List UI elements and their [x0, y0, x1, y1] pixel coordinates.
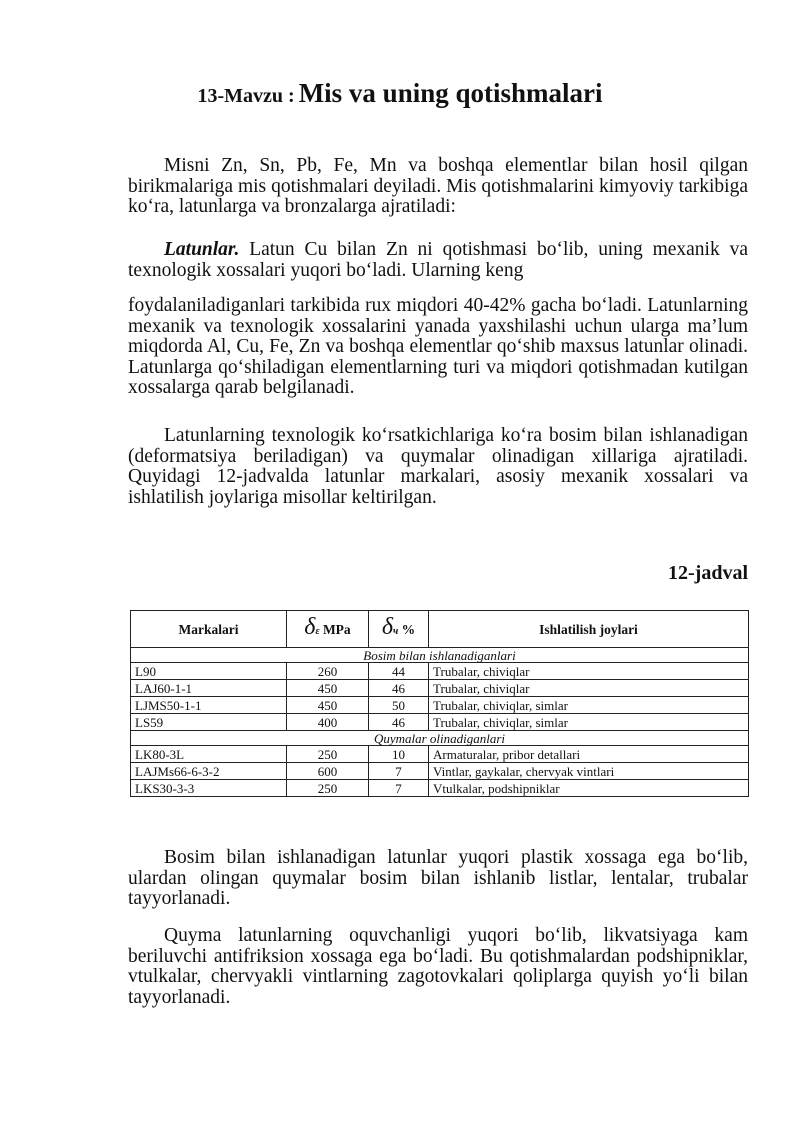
term-latunlar: Latunlar.: [164, 239, 240, 260]
section-row: Bosim bilan ishlanadiganlari: [131, 648, 749, 663]
section-row: Quymalar olinadiganlari: [131, 731, 749, 746]
brass-grades-table: [130, 610, 749, 797]
header-marks: Markalari: [131, 611, 287, 648]
header-elongation: δч %: [369, 611, 429, 648]
topic-number: 13-Mavzu :: [197, 85, 295, 107]
paragraph-pressure-brass: Bosim bilan ishlanadigan latunlar yuqori plastik xossaga ega bo‘lib, ulardan olingan quymalar bosim bilan ishlanib listlar, lentalar, trubalar tayyorlanadi.: [128, 847, 748, 909]
table-header-row: [131, 611, 749, 648]
topic-title: Mis va uning qotishmalari: [298, 78, 603, 108]
paragraph-latunlar-cont: foydalaniladiganlari tarkibida rux miqdori 40-42% gacha bo‘ladi. Latunlarning mexanik va texnologik xossalarini yanada yaxshilashi uchun ularga ma’lum miqdorda Al, Cu, Fe, Zn va boshqa elementlar qo‘shib maxsus latunlar olinadi. Latunlarga qo‘shiladigan elementlarning turi va miqdori qotishmadan kutilgan xossalarga qarab belgilanadi.: [128, 295, 748, 398]
table-caption: 12-jadval: [668, 562, 748, 584]
paragraph-latunlar: Latunlar. Latun Cu bilan Zn ni qotishmasi bo‘lib, uning mexanik va texnologik xossalari yuqori bo‘ladi. Ularning keng: [128, 239, 748, 281]
table-row: L90 260 44 Trubalar, chiviqlar: [131, 663, 749, 680]
paragraph-cast-brass: Quyma latunlarning oquvchanligi yuqori bo‘lib, likvatsiyaga kam beriluvchi antifriksion xossaga ega bo‘ladi. Bu qotishmalardan podshipniklar, vtulkalar, chervyakli vintlarning zagotovkalari qoliplarga quyish yo‘li bilan tayyorlanadi.: [128, 925, 748, 1008]
page-title: [0, 78, 800, 109]
paragraph-classification: Latunlarning texnologik ko‘rsatkichlariga ko‘ra bosim bilan ishlanadigan (deformatsiya beriladigan) va quymalar olinadigan xillariga ajratiladi. Quyidagi 12-jadvalda latunlar markalari, asosiy mexanik xossalari va ishlatilish joylariga misollar keltirilgan.: [128, 425, 748, 508]
table-row: LK80-3L 250 10 Armaturalar, pribor detallari: [131, 746, 749, 763]
table-row: LS59 400 46 Trubalar, chiviqlar, simlar: [131, 714, 749, 731]
table-row: LJMS50-1-1 450 50 Trubalar, chiviqlar, simlar: [131, 697, 749, 714]
header-strength: δε MPa: [287, 611, 369, 648]
table-row: LAJMs66-6-3-2 600 7 Vintlar, gaykalar, chervyak vintlari: [131, 763, 749, 780]
table-row: LKS30-3-3 250 7 Vtulkalar, podshipniklar: [131, 780, 749, 797]
paragraph-intro: Misni Zn, Sn, Pb, Fe, Mn va boshqa elementlar bilan hosil qilgan birikmalariga mis qotishmalari deyiladi. Mis qotishmalarini kimyoviy tarkibiga ko‘ra, latunlarga va bronzalarga ajratiladi:: [128, 155, 748, 217]
table-row: LAJ60-1-1 450 46 Trubalar, chiviqlar: [131, 680, 749, 697]
header-use: Ishlatilish joylari: [429, 611, 749, 648]
